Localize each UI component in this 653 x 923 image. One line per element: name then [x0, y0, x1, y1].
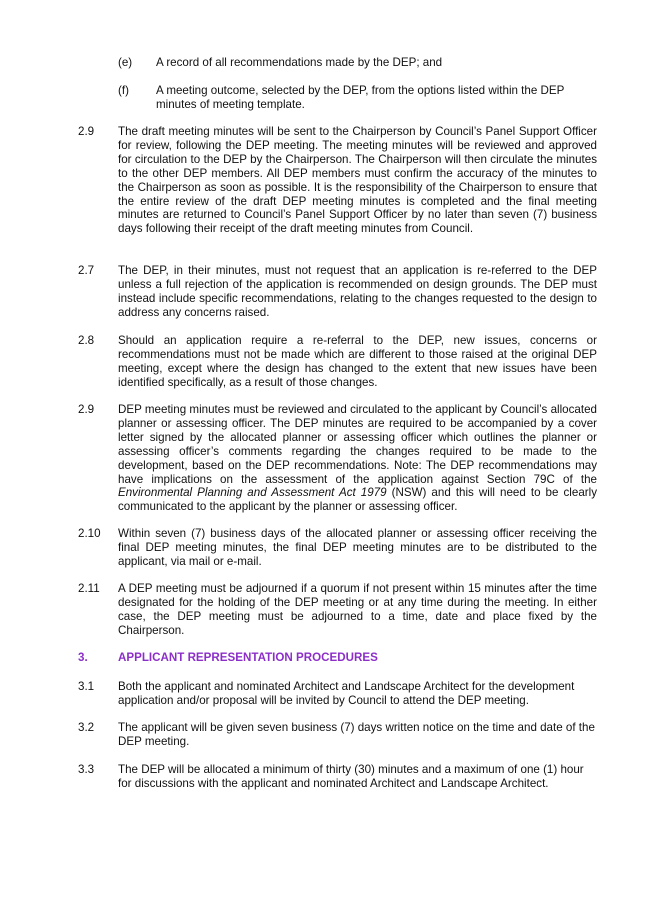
- clause-2-11: [78, 582, 597, 638]
- section-title: APPLICANT REPRESENTATION PROCEDURES: [118, 651, 378, 664]
- clause-2-10: [78, 527, 597, 569]
- section-number: 3.: [78, 651, 88, 664]
- clause-number: 3.2: [78, 721, 95, 734]
- clause-text-part: (NSW) and this will need to be clearly communicated to the applicant by the planner or assessing officer.: [118, 486, 597, 514]
- clause-number: 3.1: [78, 680, 95, 693]
- clause-text: Both the applicant and nominated Architect and Landscape Architect for the development application and/or proposal will be invited by Council to attend the DEP meeting.: [118, 680, 575, 707]
- clause-text: [118, 403, 597, 514]
- clause-text: The applicant will be given seven business (7) days written notice on the time and date of the DEP meeting.: [118, 721, 595, 748]
- clause-3-3: [78, 763, 597, 791]
- clause-2-7: [78, 264, 597, 320]
- clause-number: 2.10: [78, 527, 101, 540]
- item-label: (f): [118, 84, 129, 97]
- clause-2-9-first: [78, 125, 597, 236]
- item-text: A meeting outcome, selected by the DEP, from the options listed within the DEP minutes of meeting template.: [156, 84, 565, 111]
- clause-number: 3.3: [78, 763, 95, 776]
- item-label: (e): [118, 56, 133, 69]
- clause-text: The DEP, in their minutes, must not request that an application is re-referred to the DEP unless a full rejection of the application is recommended on design grounds. The DEP must instead include specific recommendations, relating to the changes requested to the design to address any concerns raised.: [118, 264, 597, 319]
- clause-number: 2.8: [78, 334, 95, 347]
- clause-2-8: [78, 334, 597, 390]
- clause-number: 2.7: [78, 264, 95, 277]
- clause-text: A DEP meeting must be adjourned if a quorum if not present within 15 minutes after the time designated for the holding of the DEP meeting or at any time during the meeting. In either case, the DEP meeting must be adjourned to a time, date and place fixed by the Chairperson.: [118, 582, 597, 637]
- clause-text: The DEP will be allocated a minimum of thirty (30) minutes and a maximum of one (1) hour for discussions with the applicant and nominated Architect and Landscape Architect.: [118, 763, 584, 790]
- clause-number: 2.11: [78, 582, 100, 595]
- clause-3-2: [78, 721, 597, 749]
- clause-text: Within seven (7) business days of the allocated planner or assessing officer receiving the final DEP meeting minutes, the final DEP meeting minutes are to be distributed to the applicant, via mail or e-mail.: [118, 527, 597, 568]
- act-title: Environmental Planning and Assessment Act 1979: [118, 486, 387, 500]
- clause-text: The draft meeting minutes will be sent to the Chairperson by Council’s Panel Support Officer for review, following the DEP meeting. The meeting minutes will be reviewed and approved for circulation to the DEP by the Chairperson. The Chairperson will then circulate the minutes to the other DEP members. All DEP members must confirm the accuracy of the minutes to the Chairperson as soon as possible. It is the responsibility of the Chairperson to ensure that the entire review of the draft DEP meeting minutes is completed and the final meeting minutes are returned to Council’s Panel Support Officer by no later than seven (7) business days following their receipt of the draft meeting minutes from Council.: [118, 125, 597, 236]
- item-text: A record of all recommendations made by the DEP; and: [156, 56, 443, 69]
- clause-number: 2.9: [78, 403, 95, 416]
- clause-number: 2.9: [78, 125, 95, 138]
- clause-text: Should an application require a re-referral to the DEP, new issues, concerns or recommendations must not be made which are different to those raised at the original DEP meeting, except where the design has changed to the extent that new issues have been identified specifically, as a result of those changes.: [118, 334, 597, 389]
- clause-3-1: [78, 680, 597, 708]
- clause-2-9-second: [78, 403, 597, 514]
- clause-text-part: DEP meeting minutes must be reviewed and circulated to the applicant by Council’s allocated planner or assessing officer. The DEP minutes are required to be accompanied by a cover letter signed by the allocated planner or assessing officer which outlines the planner or assessing officer’s comments regarding the changes required to be made to the development, based on the DEP recommendations. Note: The DEP recommendations may have implications on the assessment of the application against Section 79C of the: [118, 403, 597, 486]
